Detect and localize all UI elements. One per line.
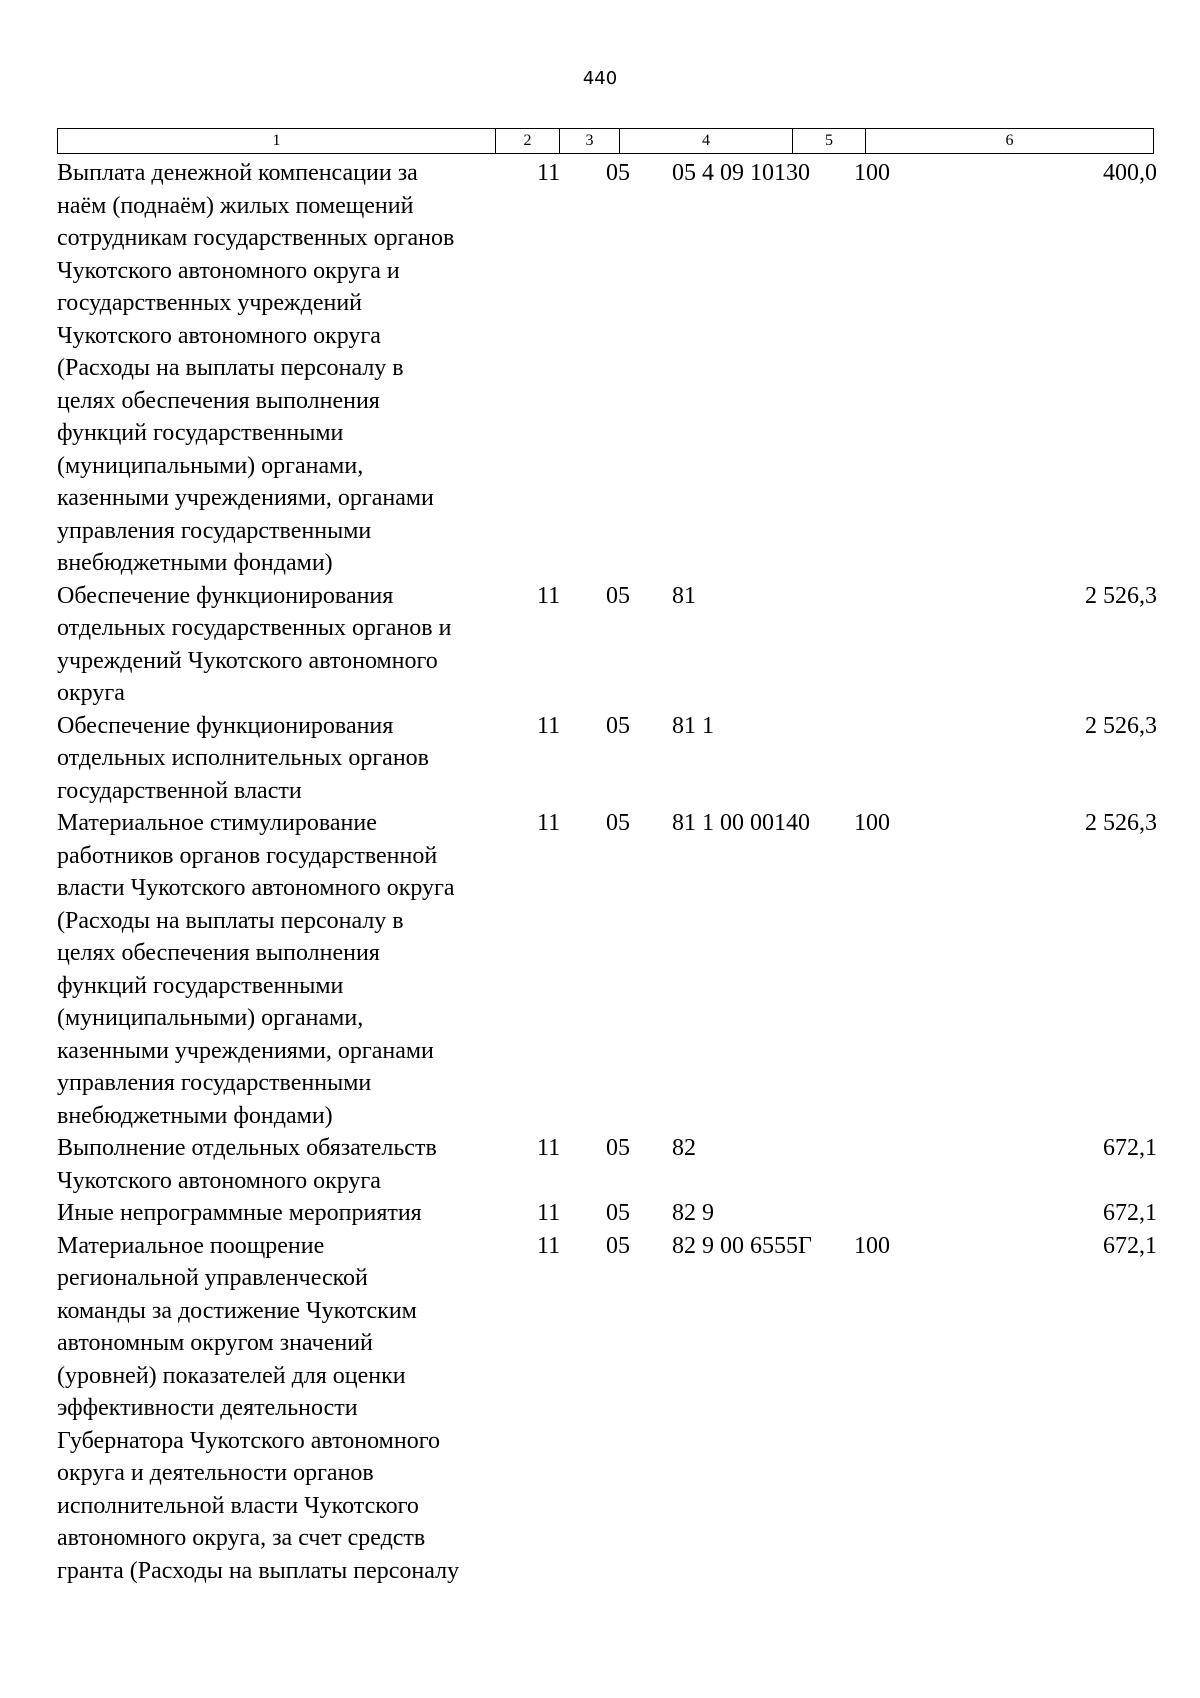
row-target-article: 82 9	[672, 1200, 714, 1226]
header-col-5: 5	[825, 132, 833, 149]
row-amount: 2 526,3	[1085, 582, 1157, 609]
row-section-code: 11	[537, 1135, 561, 1161]
row-amount: 672,1	[1103, 1200, 1157, 1226]
row-description: Материальное поощрение региональной управленческой команды за достижение Чукотским автономным округом значений (уровней) показателей для оценки эффективности деятельности Губернатора Чукотского автономного округа и деятельности органов исполнительной власти Чукотского автономного округа, за счет средств гранта (Расходы на выплаты персоналу	[57, 1232, 460, 1584]
page-number: 440	[582, 68, 618, 89]
row-target-article: 81 1 00 00140	[672, 810, 810, 836]
header-col-3: 3	[585, 132, 594, 149]
row-subsection-code: 05	[606, 582, 630, 609]
row-subsection-code: 05	[606, 1232, 630, 1259]
row-expense-type: 100	[854, 1232, 890, 1259]
row-section-code: 11	[537, 582, 561, 609]
row-subsection-code: 05	[606, 1200, 630, 1226]
row-description: Материальное стимулирование работников органов государственной власти Чукотского автономного округа (Расходы на выплаты персоналу в целях обеспечения выполнения функций государственными (муниципальными) органами, казенными учреждениями, органами управления государственными внебюджетными фондами)	[57, 810, 455, 1129]
header-col-2: 2	[523, 132, 532, 149]
header-col-1: 1	[272, 132, 281, 149]
row-subsection-code: 05	[606, 160, 630, 186]
row-target-article: 82 9 00 6555Г	[672, 1232, 812, 1259]
row-section-code: 11	[537, 160, 561, 186]
row-target-article: 05 4 09 10130	[672, 160, 810, 186]
row-target-article: 82	[672, 1135, 696, 1161]
row-description: Иные непрограммные мероприятия	[57, 1200, 422, 1226]
row-subsection-code: 05	[606, 1135, 630, 1161]
table-row	[57, 710, 1157, 808]
row-section-code: 11	[537, 1232, 561, 1259]
row-amount: 2 526,3	[1085, 810, 1157, 836]
table-header-row	[57, 128, 1154, 154]
row-amount: 672,1	[1103, 1232, 1157, 1259]
table-row	[57, 1230, 1157, 1588]
table-row	[57, 807, 1157, 1132]
row-subsection-code: 05	[606, 810, 630, 836]
row-target-article: 81 1	[672, 712, 714, 739]
row-section-code: 11	[537, 712, 561, 739]
header-col-4: 4	[702, 132, 710, 149]
budget-table-body	[57, 157, 1157, 1587]
row-section-code: 11	[537, 810, 561, 836]
row-amount: 672,1	[1103, 1135, 1157, 1161]
row-section-code: 11	[537, 1200, 561, 1226]
row-amount: 400,0	[1103, 160, 1157, 186]
table-row	[57, 580, 1157, 710]
row-description: Обеспечение функционирования отдельных исполнительных органов государственной власти	[57, 712, 429, 804]
row-expense-type: 100	[854, 160, 890, 186]
row-description: Выплата денежной компенсации за наём (поднаём) жилых помещений сотрудникам государственных органов Чукотского автономного округа и государственных учреждений Чукотского автономного округа (Расходы на выплаты персоналу в целях обеспечения выполнения функций государственными (муниципальными) органами, казенными учреждениями, органами управления государственными внебюджетными фондами)	[57, 160, 455, 576]
row-expense-type: 100	[854, 810, 890, 836]
table-row	[57, 1197, 1157, 1230]
row-subsection-code: 05	[606, 712, 630, 739]
row-description: Обеспечение функционирования отдельных государственных органов и учреждений Чукотского автономного округа	[57, 582, 452, 706]
row-amount: 2 526,3	[1085, 712, 1157, 739]
row-target-article: 81	[672, 582, 696, 609]
table-row	[57, 157, 1157, 580]
header-col-6: 6	[1005, 132, 1014, 149]
row-description: Выполнение отдельных обязательств Чукотского автономного округа	[57, 1135, 437, 1194]
table-row	[57, 1132, 1157, 1197]
